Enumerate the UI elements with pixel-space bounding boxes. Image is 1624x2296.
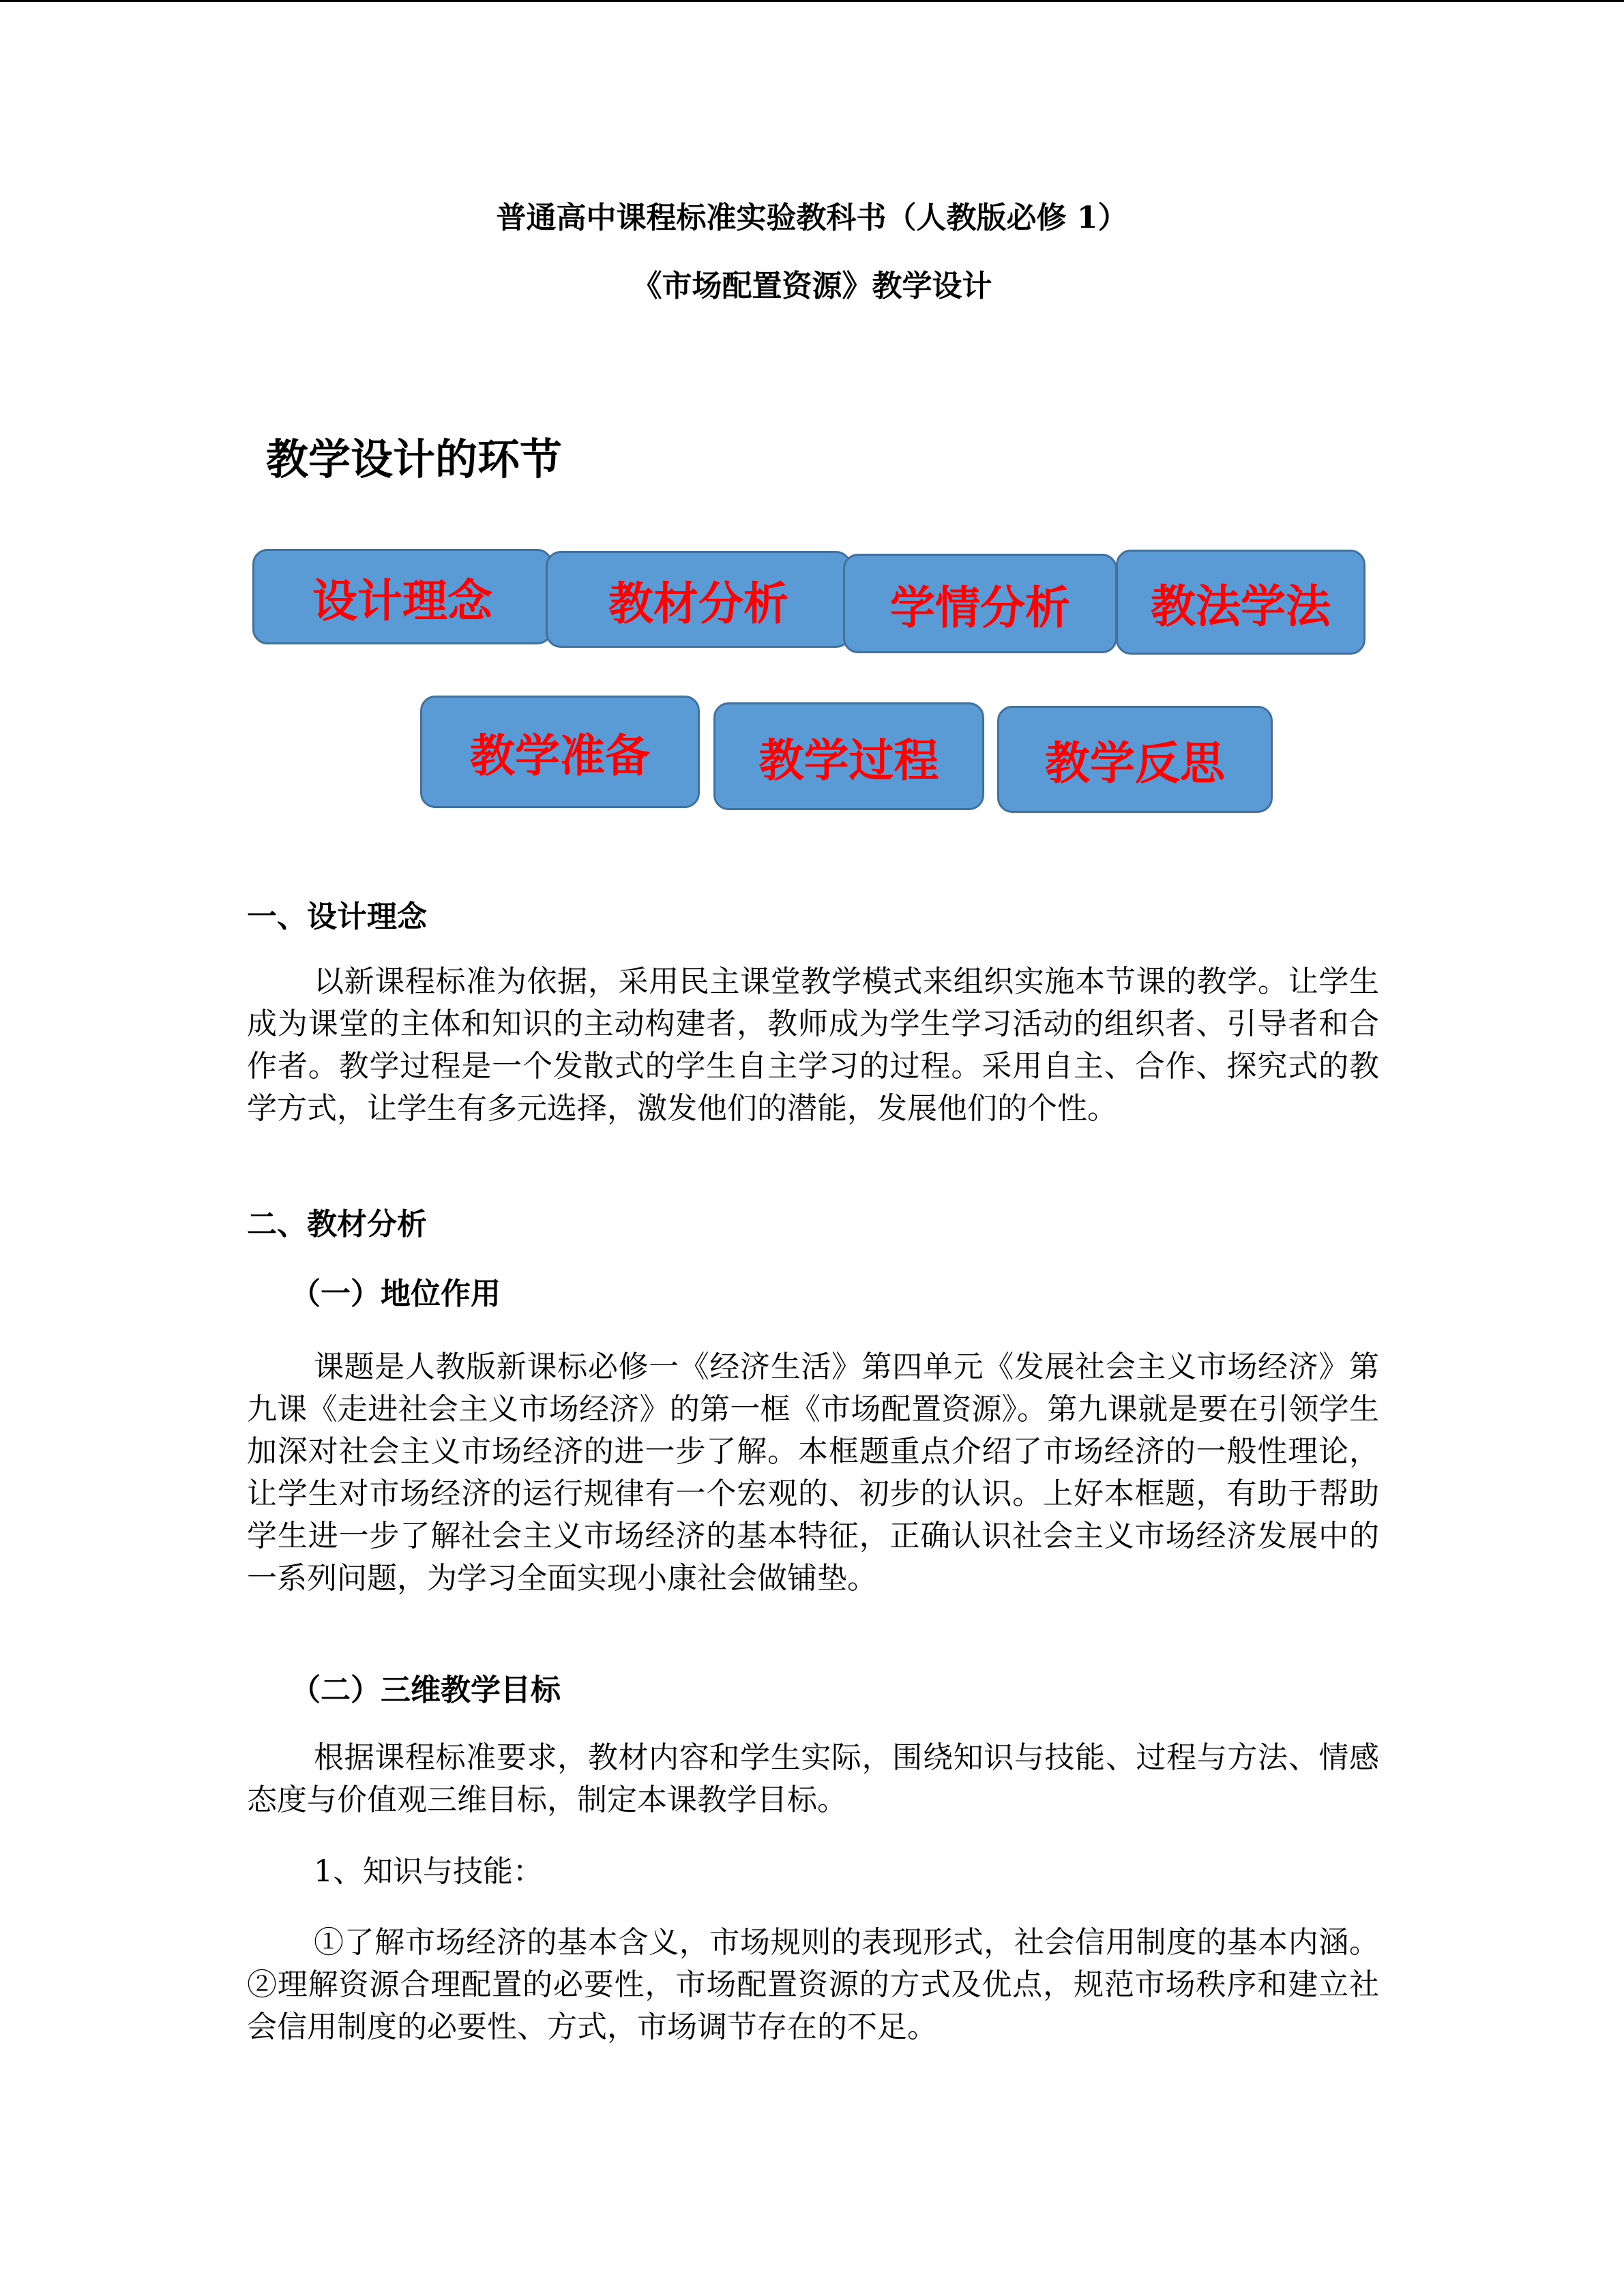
flow-step-textbook-analysis: 教材分析 bbox=[546, 551, 851, 648]
flow-step-teaching-process: 教学过程 bbox=[713, 702, 984, 810]
subsection-heading-position: （一）地位作用 bbox=[291, 1277, 501, 1311]
section-heading-textbook-analysis: 二、教材分析 bbox=[247, 1207, 427, 1242]
flow-step-reflection: 教学反思 bbox=[997, 706, 1273, 813]
design-concept-paragraph: 以新课程标准为依据，采用民主课堂教学模式来组织实施本节课的教学。让学生成为课堂的主体和知识的主动构建者，教师成为学生学习活动的组织者、引导者和合作者。教学过程是一个发散式的学生自主学习的过程。采用自主、合作、探究式的教学方式，让学生有多元选择，激发他们的潜能，发展他们的个性。 bbox=[247, 964, 1379, 1126]
knowledge-skills-heading: 1、知识与技能： bbox=[314, 1854, 543, 1889]
section-heading-design-concept: 一、设计理念 bbox=[247, 899, 427, 934]
knowledge-skills-paragraph: ①了解市场经济的基本含义，市场规则的表现形式，社会信用制度的基本内涵。②理解资源合理配置的必要性，市场配置资源的方式及优点，规范市场秩序和建立社会信用制度的必要性、方式，市场调节存在的不足。 bbox=[247, 1925, 1379, 2044]
flow-heading: 教学设计的环节 bbox=[266, 434, 563, 484]
subsection-heading-goals: （二）三维教学目标 bbox=[291, 1673, 561, 1708]
flow-step-preparation: 教学准备 bbox=[420, 696, 700, 808]
document-title: 普通高中课程标准实验教科书（人教版必修 1） bbox=[496, 200, 1128, 235]
position-paragraph: 课题是人教版新课标必修一《经济生活》第四单元《发展社会主义市场经济》第九课《走进社会主义市场经济》的第一框《市场配置资源》。第九课就是要在引领学生加深对社会主义市场经济的进一步了解。本框题重点介绍了市场经济的一般性理论，让学生对市场经济的运行规律有一个宏观的、初步的认识。上好本框题，有助于帮助学生进一步了解社会主义市场经济的基本特征，正确认识社会主义市场经济发展中的一系列问题，为学习全面实现小康社会做铺垫。 bbox=[247, 1350, 1379, 1596]
document-subtitle: 《市场配置资源》教学设计 bbox=[632, 269, 992, 303]
top-border-line bbox=[0, 0, 1624, 2]
goals-paragraph: 根据课程标准要求，教材内容和学生实际，围绕知识与技能、过程与方法、情感态度与价值观三维目标，制定本课教学目标。 bbox=[247, 1740, 1379, 1817]
flow-step-student-analysis: 学情分析 bbox=[843, 554, 1117, 653]
flow-step-design-concept: 设计理念 bbox=[252, 549, 552, 644]
flow-step-teaching-methods: 教法学法 bbox=[1116, 550, 1365, 655]
